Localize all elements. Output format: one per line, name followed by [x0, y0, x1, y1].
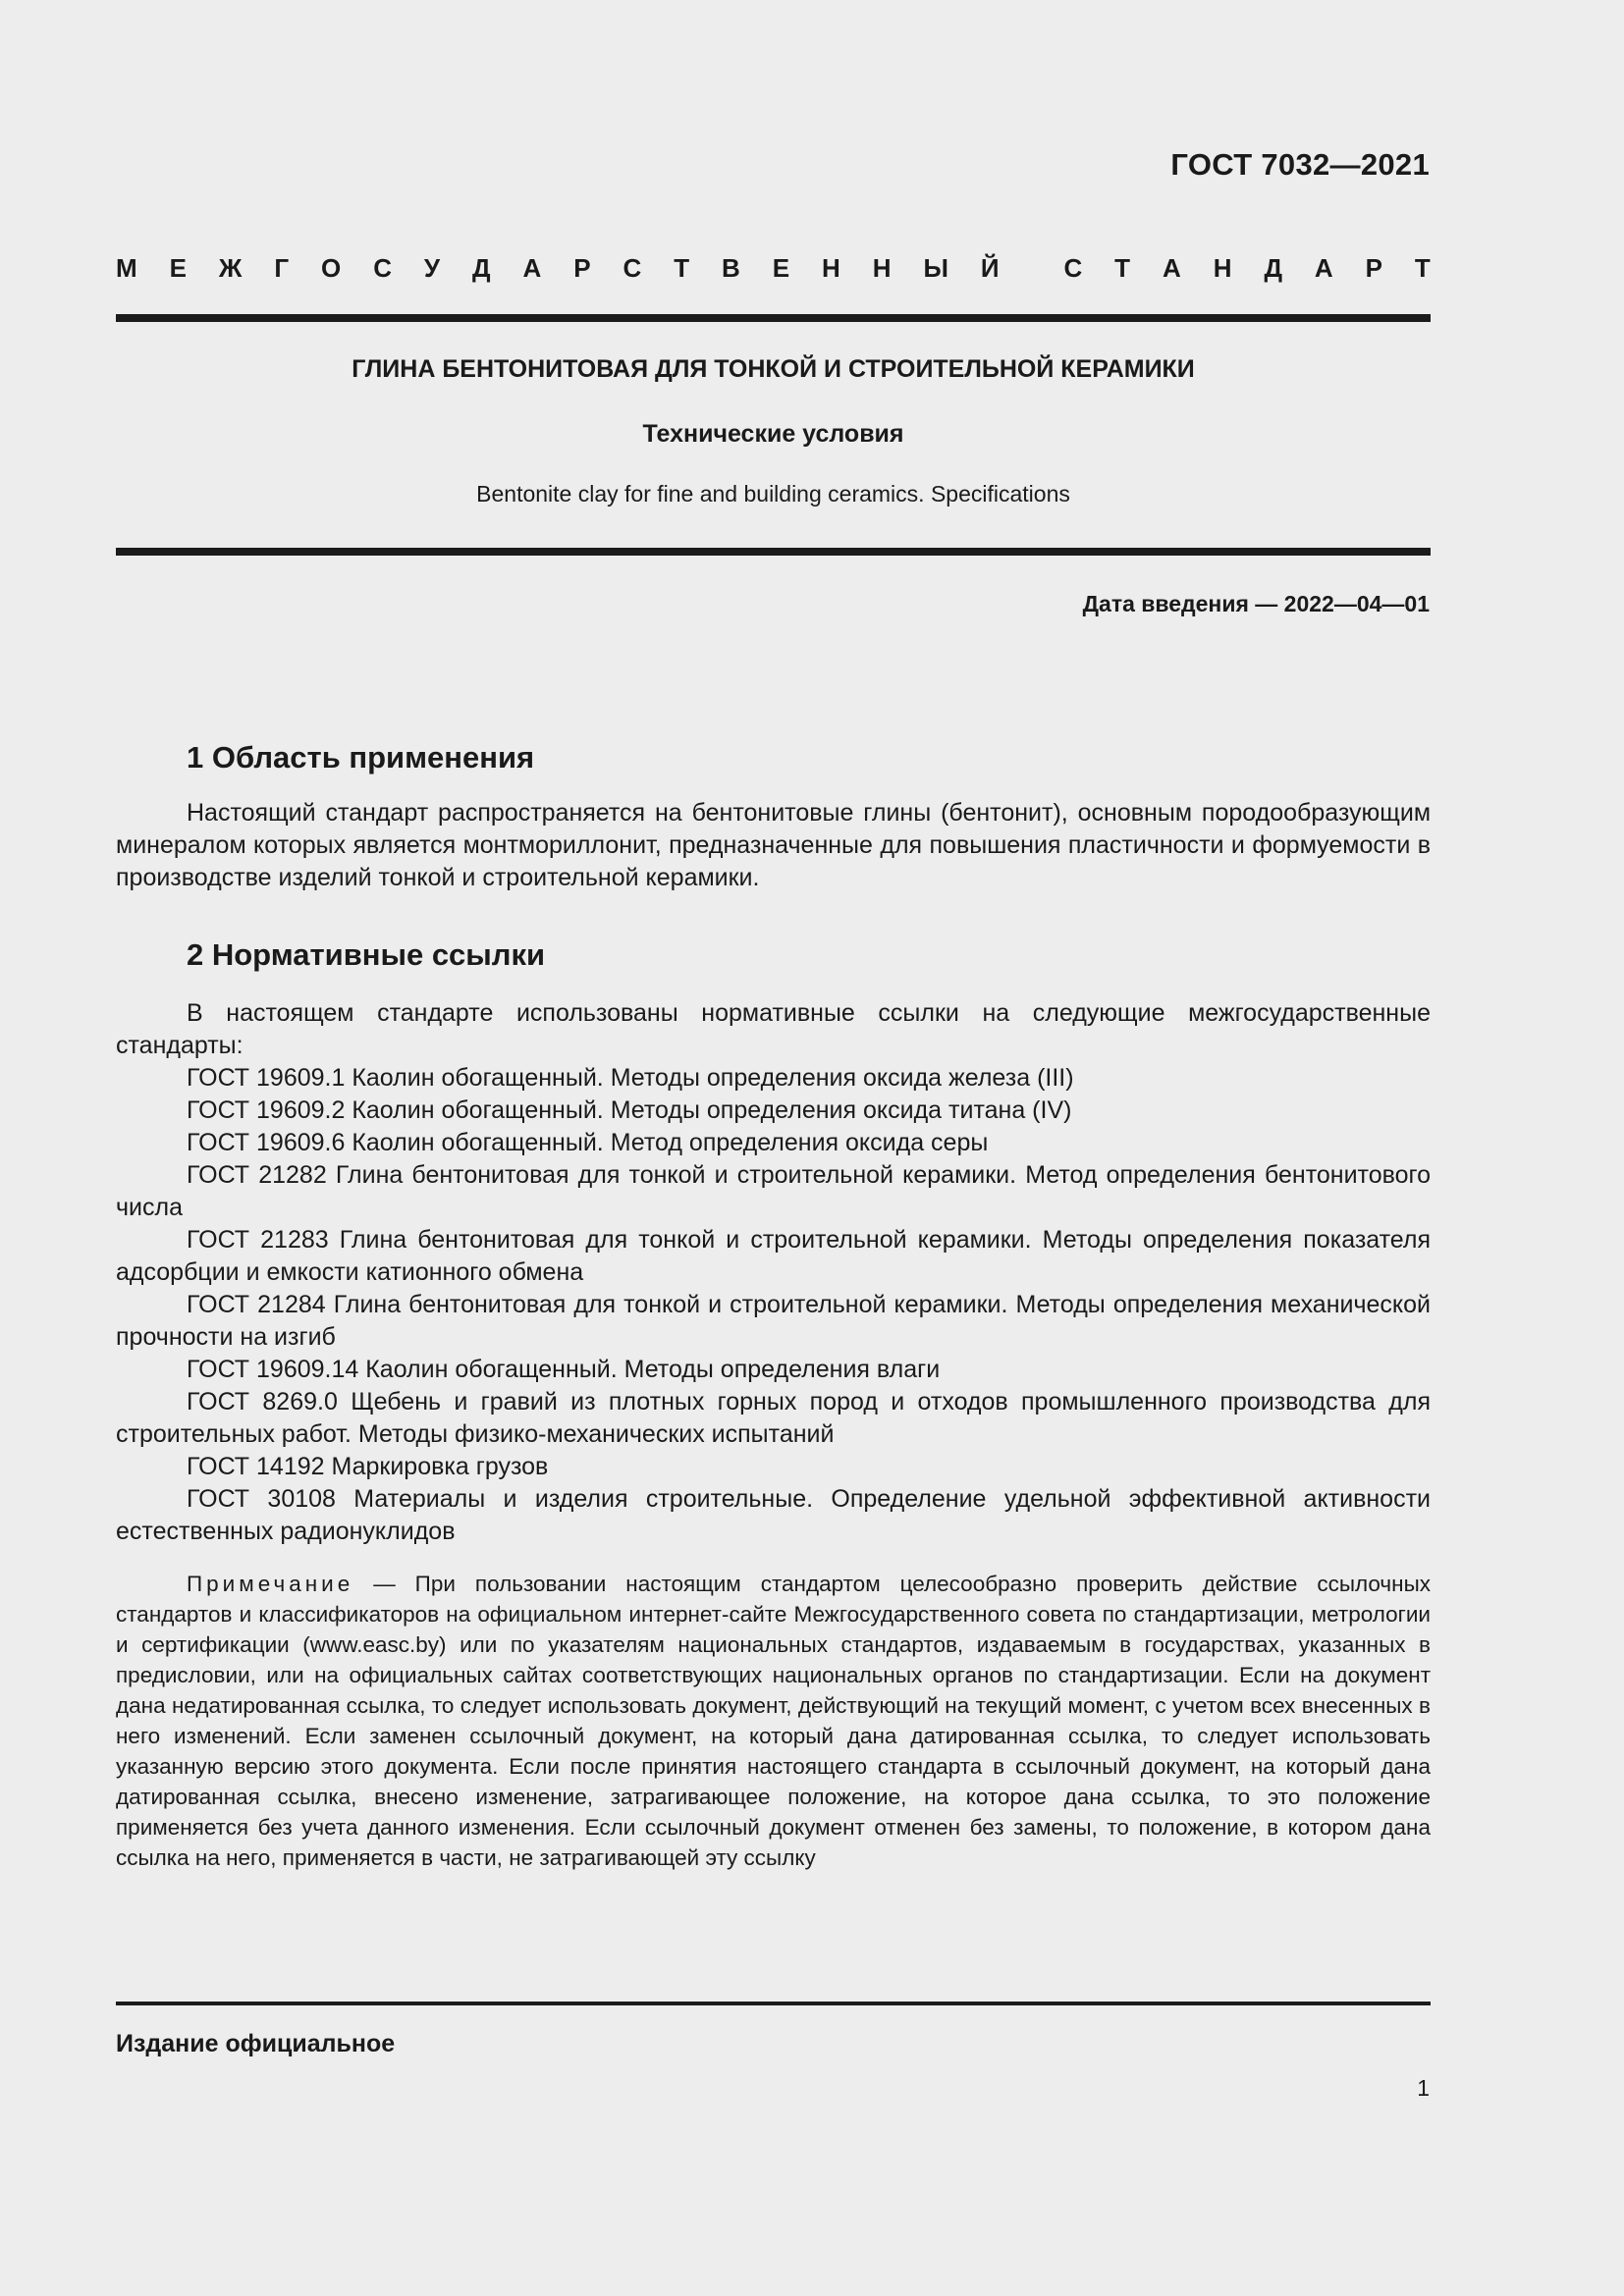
- official-edition-label: Издание официальное: [116, 2030, 396, 2057]
- reference-item: ГОСТ 14192 Маркировка грузов: [187, 1453, 549, 1480]
- normative-references: [116, 997, 1431, 1548]
- reference-item: ГОСТ 19609.2 Каолин обогащенный. Методы определения оксида титана (IV): [187, 1096, 1072, 1124]
- references-note: [116, 1569, 1431, 1873]
- standard-kind-label: [116, 253, 1431, 284]
- reference-item: ГОСТ 8269.0 Щебень и гравий из плотных горных пород и отходов промышленного производства для строительных работ. Методы физико-механических испытаний: [116, 1388, 1431, 1448]
- standard-kind-letter: Т: [1114, 253, 1131, 283]
- standard-kind-letter: С: [373, 253, 392, 283]
- reference-item: ГОСТ 19609.14 Каолин обогащенный. Методы определения влаги: [187, 1356, 941, 1383]
- note-text: — При пользовании настоящим стандартом целесообразно проверить действие ссылочных стандартов и классификаторов на официальном интернет-сайте Межгосударственного совета по стандартизации, метрологии и сертификации (www.easc.by) или по указателям национальных стандартов, издаваемым в государствах, указанных в предисловии, или на официальных сайтах соответствующих национальных органов по стандартизации. Если на документ дана недатированная ссылка, то следует использовать документ, действующий на текущий момент, с учетом всех внесенных в него изменений. Если заменен ссылочный документ, на который дана датированная ссылка, то следует использовать указанную версию этого документа. Если после принятия настоящего стандарта в ссылочный документ, на который дана датированная ссылка, внесено изменение, затрагивающее положение, на которое дана ссылка, то это положение применяется без учета данного изменения. Если ссылочный документ отменен без замены, то положение, в котором дана ссылка на него, применяется в части, не затрагивающей эту ссылку: [116, 1572, 1431, 1870]
- note-label: Примечание: [187, 1572, 354, 1596]
- standard-kind-letter: Д: [472, 253, 491, 283]
- section-1-paragraph: Настоящий стандарт распространяется на бентонитовые глины (бентонит), основным породообразующим минералом которых является монтмориллонит, предназначенные для повышения пластичности и формуемости в производстве изделий тонкой и строительной керамики.: [116, 799, 1431, 891]
- document-title: ГЛИНА БЕНТОНИТОВАЯ ДЛЯ ТОНКОЙ И СТРОИТЕЛЬНОЙ КЕРАМИКИ: [352, 355, 1195, 383]
- document-number: ГОСТ 7032—2021: [1170, 147, 1430, 182]
- standard-kind-letter: Т: [1414, 253, 1431, 283]
- standard-kind-letter: Н: [872, 253, 892, 283]
- standard-kind-letter: Т: [674, 253, 690, 283]
- standard-kind-letter: А: [1314, 253, 1333, 283]
- reference-item: ГОСТ 21282 Глина бентонитовая для тонкой и строительной керамики. Метод определения бентонитового числа: [116, 1161, 1431, 1221]
- section-1-text: [116, 797, 1431, 894]
- introduction-date: Дата введения — 2022—04—01: [1082, 591, 1430, 616]
- standard-kind-letter: О: [321, 253, 342, 283]
- standard-kind-letter: Г: [274, 253, 290, 283]
- standard-kind-letter: Н: [822, 253, 840, 283]
- standard-kind-letter: Ж: [218, 253, 243, 283]
- standard-kind-letter: Е: [772, 253, 790, 283]
- page-number: 1: [1417, 2075, 1430, 2101]
- standard-kind-letter: Й: [980, 253, 1000, 283]
- header-rule-bottom: [116, 548, 1431, 556]
- reference-item: ГОСТ 21283 Глина бентонитовая для тонкой и строительной керамики. Методы определения показателя адсорбции и емкости катионного обмена: [116, 1226, 1431, 1286]
- section-2-heading: 2 Нормативные ссылки: [187, 937, 546, 972]
- standard-kind-letter: Ы: [923, 253, 948, 283]
- standard-kind-letter: Е: [169, 253, 187, 283]
- standard-kind-letter: А: [1163, 253, 1181, 283]
- standard-kind-letter: В: [722, 253, 740, 283]
- footer-rule: [116, 2002, 1431, 2005]
- standard-kind-letter: Р: [1365, 253, 1382, 283]
- standard-kind-letter: Р: [573, 253, 591, 283]
- section-2-intro: В настоящем стандарте использованы нормативные ссылки на следующие межгосударственные стандарты:: [116, 999, 1431, 1059]
- standard-kind-letter: Д: [1264, 253, 1282, 283]
- standard-kind-letter: Н: [1213, 253, 1232, 283]
- document-title-english: Bentonite clay for fine and building ceramics. Specifications: [476, 481, 1070, 507]
- standard-kind-letter: А: [522, 253, 542, 283]
- section-1-heading: 1 Область применения: [187, 740, 535, 774]
- reference-item: ГОСТ 30108 Материалы и изделия строительные. Определение удельной эффективной активности естественных радионуклидов: [116, 1485, 1431, 1545]
- reference-item: ГОСТ 19609.1 Каолин обогащенный. Методы определения оксида железа (III): [187, 1064, 1074, 1092]
- reference-item: ГОСТ 21284 Глина бентонитовая для тонкой и строительной керамики. Методы определения механической прочности на изгиб: [116, 1291, 1431, 1351]
- standard-kind-letter: М: [116, 253, 137, 283]
- standard-kind-letter: С: [1063, 253, 1083, 283]
- standard-kind-letter: С: [623, 253, 642, 283]
- standard-kind-letter: У: [423, 253, 441, 283]
- document-subtitle: Технические условия: [642, 420, 904, 448]
- reference-item: ГОСТ 19609.6 Каолин обогащенный. Метод определения оксида серы: [187, 1129, 989, 1156]
- header-rule-top: [116, 314, 1431, 322]
